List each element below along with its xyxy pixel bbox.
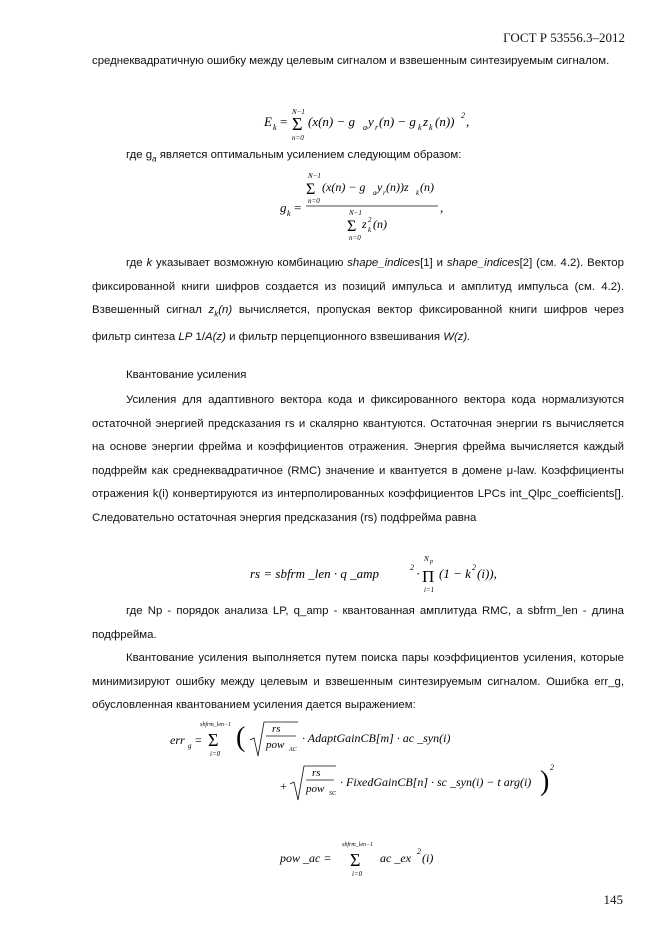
paragraph-5: где Np - порядок анализа LP, q_amp - квантованная амплитуда RMC, а sbfrm_len - длина подфрейма. [92, 605, 624, 641]
svg-text:(n): (n) [420, 180, 434, 194]
svg-text:y: y [368, 114, 374, 129]
svg-text:Σ: Σ [292, 114, 303, 134]
svg-text:rs = sbfrm _len · q _amp: rs = sbfrm _len · q _amp [250, 566, 380, 581]
svg-text:pow: pow [306, 783, 325, 795]
svg-text:r: r [375, 123, 379, 132]
svg-text:i=1: i=1 [424, 586, 435, 594]
svg-text:(x(n) − g: (x(n) − g [322, 180, 366, 194]
svg-text:N−1: N−1 [308, 172, 321, 180]
equation-errg-svg [170, 718, 570, 810]
equation-rs-svg [250, 552, 510, 598]
equation-errg [170, 718, 570, 814]
p3-k: k [146, 257, 153, 269]
equation-ek [262, 102, 502, 154]
svg-text:+: + [280, 779, 287, 793]
equation-powac-svg [280, 838, 460, 882]
svg-text:sbfrm_len−1: sbfrm_len−1 [342, 842, 374, 848]
svg-text:z: z [423, 114, 429, 129]
p3-f: 1/ [195, 330, 206, 343]
page-header: ГОСТ Р 53556.3–2012 [503, 30, 625, 45]
svg-text:rs: rs [312, 767, 321, 779]
p2-text: является оптимальным усилением следующим образом: [159, 149, 462, 161]
svg-text:ac _ex: ac _ex [380, 851, 411, 865]
svg-text:(i): (i) [422, 851, 434, 865]
svg-text:err: err [170, 733, 185, 747]
svg-text:AC: AC [289, 747, 297, 753]
svg-text:(n))z: (n))z [386, 180, 409, 194]
svg-text:E: E [264, 114, 272, 129]
svg-text:2: 2 [368, 216, 372, 224]
svg-text:· FixedGainCB[n] · sc _syn(i): · FixedGainCB[n] · sc _syn(i) − t arg(i) [340, 775, 532, 789]
equation-ek-svg [262, 102, 502, 150]
svg-text:a: a [373, 189, 377, 197]
p3-b: указывает возможную комбинацию [156, 257, 344, 269]
svg-text:k: k [273, 123, 277, 132]
svg-text:y: y [377, 180, 383, 194]
p3-az: A(z) [205, 330, 226, 343]
svg-text:pow _ac =: pow _ac = [280, 851, 332, 865]
svg-text:2: 2 [417, 847, 421, 856]
paragraph-4: Усиления для адаптивного вектора кода и фиксированного вектора кода нормализуются остаточной энергией предсказания rs и скалярно квантуются. Остаточная энергии rs вычисляется на основе энергии фрейма и коэффициентов отражения. Энергия фрейма вычисляется каждый подфрейм как среднеквадратичное (RMC) значение и квантуется в домене μ-law. Коэффициенты отражения k(i) конвертируются из интерполированных коэффициентов LPCs int_Qlpc_coefficients[]. Следовательно остаточная энергия предсказания (rs) подфрейма равна [92, 394, 624, 524]
svg-text:n=0: n=0 [349, 234, 361, 242]
svg-text:Σ: Σ [347, 218, 357, 235]
svg-text:(n): (n) [373, 217, 387, 231]
svg-text:r: r [383, 189, 386, 197]
p3-g: и фильтр перцепционного взвешивания [229, 330, 441, 343]
paragraph-1: среднеквадратичную ошибку между целевым сигналом и взвешенным синтезируемым сигналом. [92, 55, 610, 67]
p2-prefix: где g [126, 149, 153, 161]
p3-d: [2] (см. 4.2). Вектор фиксированной книги шифров создается из позиций импульса и амплитуд импульса (см. 4.2). Взвешенный сигнал [92, 257, 624, 316]
svg-text:2: 2 [410, 563, 414, 572]
page-number: 145 [603, 892, 623, 907]
equation-gk-svg [280, 170, 480, 248]
p3-shape-indices-2: shape_indices [446, 257, 520, 269]
svg-text:a: a [363, 123, 367, 132]
svg-text:(n) − g: (n) − g [379, 114, 416, 129]
svg-text:n=0: n=0 [308, 197, 320, 205]
svg-text:rs: rs [272, 723, 281, 735]
svg-text:k: k [368, 226, 372, 234]
svg-text:k: k [429, 123, 433, 132]
svg-text:(x(n) − g: (x(n) − g [308, 114, 356, 129]
p3-shape-indices-1: shape_indices [347, 257, 421, 269]
svg-text:(: ( [236, 722, 246, 753]
svg-text:g: g [280, 200, 287, 215]
svg-text:k: k [287, 209, 291, 218]
svg-text:=: = [294, 200, 302, 215]
svg-text:(1 − k: (1 − k [439, 566, 471, 581]
svg-text:N: N [424, 555, 429, 563]
svg-text:i=0: i=0 [210, 750, 221, 758]
svg-text:,: , [440, 200, 444, 215]
svg-text:z: z [362, 217, 367, 231]
p3-c: [1] и [420, 257, 443, 269]
p3-e: вычисляется, пропуская вектор фиксированной книги шифров через фильтр синтеза [92, 304, 624, 343]
svg-text:): ) [540, 766, 550, 797]
p3-a: где [126, 257, 143, 269]
svg-text:Σ: Σ [350, 850, 361, 870]
section-heading: Квантование усиления [126, 369, 247, 381]
paragraph-3 [92, 252, 624, 349]
svg-text:pow: pow [266, 739, 285, 751]
svg-text:sbfrm_len−1: sbfrm_len−1 [200, 722, 232, 728]
svg-text:2: 2 [550, 763, 554, 772]
svg-text:(n)): (n)) [435, 114, 455, 129]
svg-text:n=0: n=0 [292, 134, 304, 142]
svg-text:2: 2 [461, 111, 465, 120]
svg-text:(i)),: (i)), [477, 566, 497, 581]
svg-text:i=0: i=0 [352, 870, 363, 878]
svg-text:·: · [416, 566, 421, 581]
equation-gk [280, 170, 480, 252]
svg-text:Σ: Σ [208, 730, 219, 750]
svg-text:g: g [188, 742, 192, 750]
svg-text:p: p [430, 559, 433, 565]
paragraph-6: Квантование усиления выполняется путем поиска пары коэффициентов усиления, которые минимизируют ошибку между целевым и взвешенным синтезируемым сигналом. Ошибка err_g, обусловленная квантованием усиления дается выражением: [92, 652, 624, 711]
svg-text:· AdaptGainCB[m] · ac _syn(i): · AdaptGainCB[m] · ac _syn(i) [302, 731, 451, 745]
svg-text:=: = [280, 114, 288, 129]
equation-powac [280, 838, 460, 886]
p3-zk: $z_k(n)$ [208, 304, 233, 319]
svg-text:k: k [418, 123, 422, 132]
svg-text:2: 2 [472, 563, 476, 572]
paragraph-2: где $g_a$ является оптимальным усилением следующим образом: [126, 149, 462, 164]
svg-text:,: , [466, 114, 470, 129]
svg-text:N−1: N−1 [349, 209, 362, 217]
svg-text:SC: SC [329, 791, 337, 797]
svg-text:Π: Π [422, 567, 435, 586]
p3-wz: W(z). [443, 330, 471, 343]
svg-text:Σ: Σ [306, 181, 316, 198]
svg-text:k: k [416, 189, 420, 197]
svg-text:=: = [195, 733, 202, 747]
equation-rs [250, 552, 510, 602]
p3-lp: LP [178, 330, 193, 343]
svg-text:N−1: N−1 [292, 108, 305, 116]
